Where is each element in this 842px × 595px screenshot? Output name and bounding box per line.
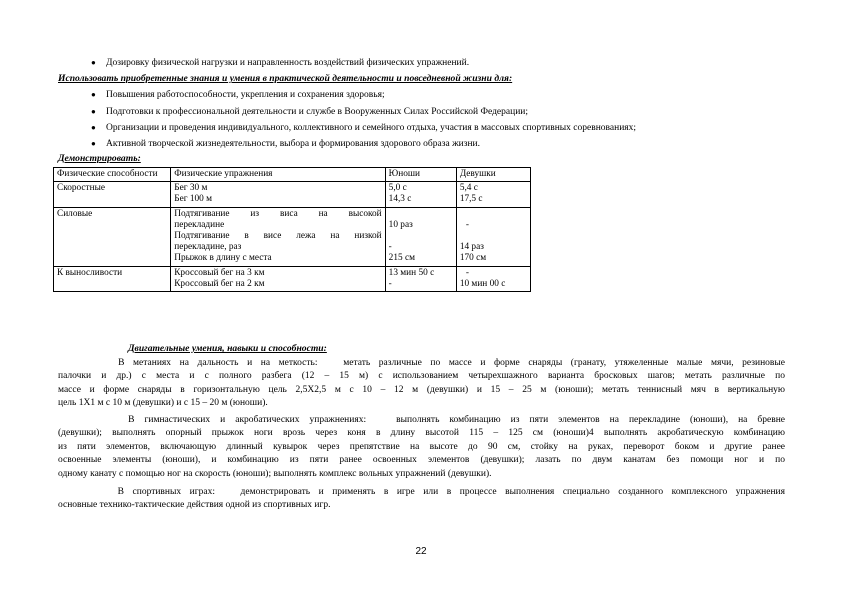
- ability-cell: Скоростные: [54, 182, 171, 207]
- value-line: 5,4 с: [459, 183, 478, 194]
- value-line: 13 мин 50 с: [388, 267, 435, 278]
- value-line: 170 см: [459, 253, 487, 264]
- bullet-icon: ●: [91, 139, 96, 148]
- exercises-cell: [171, 207, 385, 266]
- boys-cell: [385, 207, 456, 266]
- ability-cell: К выносливости: [54, 266, 171, 291]
- bullet-icon: ●: [91, 90, 96, 99]
- girls-cell: [456, 207, 530, 266]
- value-line: 14 раз: [459, 241, 484, 252]
- exercise-line: Подтягивание в висе лежа на низкой: [174, 231, 382, 242]
- paragraph-line: массе и форме снаряды в горизонтальную цель 2,5Х2,5 м с 10 – 12 м (девушки) и 15 – 25 м (юноши); метать теннисный мяч в вертикальную: [58, 384, 785, 395]
- bullet-item: [91, 138, 481, 150]
- exercise-line: Бег 30 м: [174, 183, 208, 194]
- bullet-item: [91, 122, 637, 134]
- bullet-item: [91, 89, 385, 101]
- value-line: -: [388, 278, 392, 289]
- header-exercises: Физические упражнения: [171, 168, 385, 182]
- bullet-item: [91, 106, 529, 118]
- value-line: 10 раз: [388, 219, 413, 230]
- bullet-text: Организации и проведения индивидуального, коллективного и семейного отдыха, участия в массовых спортивных соревнованиях;: [106, 123, 637, 133]
- value-line: 14,3 с: [388, 194, 412, 205]
- bullet-text: Активной творческой жизнедеятельности, выбора и формирования здорового образа жизни.: [106, 139, 481, 149]
- paragraph-line: палочки и др.) с места и с полного разбега (12 – 15 м) с использованием четырехшажного варианта бросковых шагов; метать различные по: [58, 371, 785, 382]
- exercise-line: Кроссовый бег на 2 км: [174, 278, 265, 289]
- bullet-icon: ●: [91, 58, 96, 67]
- bullet-item: [91, 57, 470, 69]
- demo-heading: Демонстрировать:: [58, 153, 141, 164]
- table-row: [54, 182, 531, 207]
- value-line: 10 мин 00 с: [459, 278, 506, 289]
- exercises-cell: [171, 266, 385, 291]
- paragraph-line: одному канату с помощью ног на скорость (юноши); выполнять комплекс вольных упражнений (девушки).: [58, 468, 492, 479]
- value-line: -: [465, 219, 469, 230]
- exercises-cell: [171, 182, 385, 207]
- value-line: 5,0 с: [388, 183, 407, 194]
- paragraph-line: цель 1Х1 м с 10 м (девушки) и с 15 – 20 м (юноши).: [58, 398, 268, 409]
- paragraph-line: из пяти элементов, включающую длинный кувырок через препятствие на высоте до 90 см, стойку на руках, переворот боком и другие ранее: [58, 441, 785, 452]
- bullet-icon: ●: [91, 107, 96, 116]
- paragraph-line: основные технико-тактические действия одной из спортивных игр.: [58, 500, 331, 511]
- exercise-line: Бег 100 м: [174, 194, 212, 205]
- use-heading: Использовать приобретенные знания и умения в практической деятельности и повседневной жизни для:: [58, 73, 513, 84]
- value-line: -: [388, 241, 392, 252]
- table-row: [54, 207, 531, 266]
- value-line: 215 см: [388, 253, 415, 264]
- page-number: 22: [415, 546, 427, 557]
- boys-cell: [385, 182, 456, 207]
- boys-cell: [385, 266, 456, 291]
- header-abilities: Физические способности: [54, 168, 171, 182]
- paragraph-line: В гимнастических и акробатических упражнениях: выполнять комбинацию из пяти элементов на перекладине (юноши), на бревне: [58, 415, 785, 425]
- skills-heading: Двигательные умения, навыки и способности:: [128, 343, 327, 354]
- girls-cell: [456, 266, 530, 291]
- bullet-text: Дозировку физической нагрузки и направленность воздействий физических упражнений.: [106, 58, 470, 68]
- exercise-line: Кроссовый бег на 3 км: [174, 267, 265, 278]
- exercise-line: перекладине, раз: [174, 242, 242, 253]
- table-row: [54, 266, 531, 291]
- paragraph-line: В спортивных играх: демонстрировать и применять в игре или в процессе выполнения специально созданного комплексного упражнения: [58, 487, 785, 497]
- exercise-line: перекладине: [174, 219, 225, 230]
- standards-table: [53, 167, 531, 292]
- table-header-row: [54, 168, 531, 182]
- exercise-line: Прыжок в длину с места: [174, 253, 272, 264]
- throwing-paragraph: [58, 357, 785, 411]
- value-line: 17,5 с: [459, 194, 483, 205]
- exercise-line: Подтягивание из виса на высокой: [174, 208, 382, 219]
- paragraph-line: освоенные элементы (юноши), и комбинацию из пяти ранее освоенных элементов (девушки); лазать по двум канатам без помощи ног и по: [58, 455, 785, 466]
- bullet-text: Повышения работоспособности, укрепления и сохранения здоровья;: [106, 90, 385, 100]
- bullet-text: Подготовки к профессиональной деятельности и службе в Вооруженных Силах Российской Федерации;: [106, 107, 529, 117]
- ability-cell: Силовые: [54, 207, 171, 266]
- gymnastics-paragraph: [58, 414, 785, 481]
- header-boys: Юноши: [385, 168, 456, 182]
- sports-games-paragraph: [58, 486, 785, 513]
- paragraph-line: (девушки); выполнять опорный прыжок ноги врозь через коня в длину высотой 115 – 125 см (юноши)4 выполнять акробатическую комбинацию: [58, 428, 785, 439]
- paragraph-line: В метаниях на дальность и на меткость: метать различные по массе и форме снаряды (гранату, утяжеленные малые мячи, резиновые: [58, 358, 785, 368]
- value-line: -: [465, 267, 469, 278]
- girls-cell: [456, 182, 530, 207]
- bullet-icon: ●: [91, 123, 96, 132]
- header-girls: Девушки: [456, 168, 530, 182]
